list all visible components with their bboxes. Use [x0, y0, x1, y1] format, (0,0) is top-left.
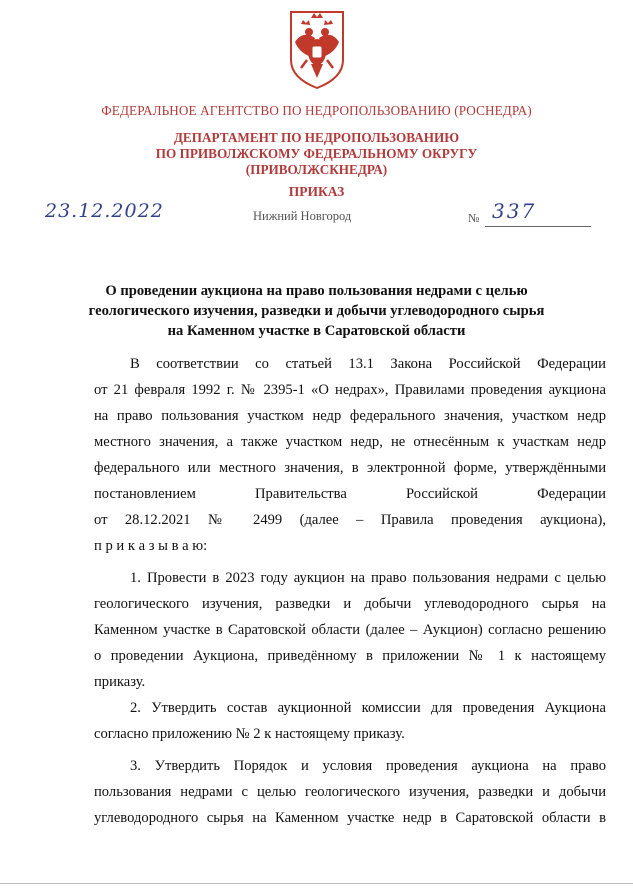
- body-line: пользования недрами с целью геологического изучения, разведки и добычи: [94, 784, 606, 800]
- body-line: 3. Утвердить Порядок и условия проведения аукциона на право: [130, 758, 606, 774]
- body-line: п р и к а з ы в а ю:: [94, 538, 208, 554]
- document-city: Нижний Новгород: [253, 209, 352, 223]
- body-line: приказу.: [94, 674, 146, 690]
- body-line: 1. Провести в 2023 году аукцион на право пользования недрами с целью: [130, 570, 606, 586]
- department-name: [0, 130, 633, 178]
- body-line: согласно приложению № 2 к настоящему приказу.: [94, 726, 405, 742]
- document-date: 23.12.2022: [45, 200, 164, 222]
- agency-name: ФЕДЕРАЛЬНОЕ АГЕНТСТВО ПО НЕДРОПОЛЬЗОВАНИЮ (РОСНЕДРА): [101, 103, 532, 118]
- document-subject: [0, 281, 633, 341]
- document-number-label: №: [468, 211, 480, 225]
- body-line: от 21 февраля 1992 г. № 2395-1 «О недрах», Правилами проведения аукциона: [94, 382, 606, 398]
- body-line: федерального или местного значения, в электронной форме, утверждёнными: [94, 460, 606, 476]
- russian-coat-of-arms-icon: [285, 8, 349, 90]
- document-number-underline: [485, 226, 591, 227]
- body-line: на право пользования участком недр федерального значения, участком недр: [94, 408, 606, 424]
- subject-line-1: О проведении аукциона на право пользования недрами с целью: [105, 283, 528, 299]
- body-line: местного значения, а также участком недр, не отнесённым к участкам недр: [94, 434, 606, 450]
- body-line: Каменном участке в Саратовской области (далее – Аукцион) согласно решению: [94, 622, 606, 638]
- body-line: от 28.12.2021 № 2499 (далее – Правила проведения аукциона),: [94, 512, 606, 528]
- subject-line-2: геологического изучения, разведки и добычи углеводородного сырья: [88, 303, 545, 319]
- page-bottom-edge: [0, 883, 633, 884]
- department-line-3: (ПРИВОЛЖСКНЕДРА): [245, 162, 388, 177]
- department-line-2: ПО ПРИВОЛЖСКОМУ ФЕДЕРАЛЬНОМУ ОКРУГУ: [155, 146, 478, 161]
- body-line: углеводородного сырья на Каменном участке недр в Саратовской области в: [94, 810, 606, 826]
- body-line: геологического изучения, разведки и добычи углеводородного сырья на: [94, 596, 606, 612]
- document-number: 337: [492, 199, 537, 223]
- body-line: В соответствии со статьей 13.1 Закона Российской Федерации: [130, 356, 606, 372]
- body-line: о проведении Аукциона, приведённому в приложении № 1 к настоящему: [94, 648, 606, 664]
- department-line-1: ДЕПАРТАМЕНТ ПО НЕДРОПОЛЬЗОВАНИЮ: [173, 130, 460, 145]
- body-line: 2. Утвердить состав аукционной комиссии для проведения Аукциона: [130, 700, 606, 716]
- subject-line-3: на Каменном участке в Саратовской области: [167, 323, 466, 339]
- body-line: постановлением Правительства Российской Федерации: [94, 486, 606, 502]
- document-type: ПРИКАЗ: [288, 184, 345, 199]
